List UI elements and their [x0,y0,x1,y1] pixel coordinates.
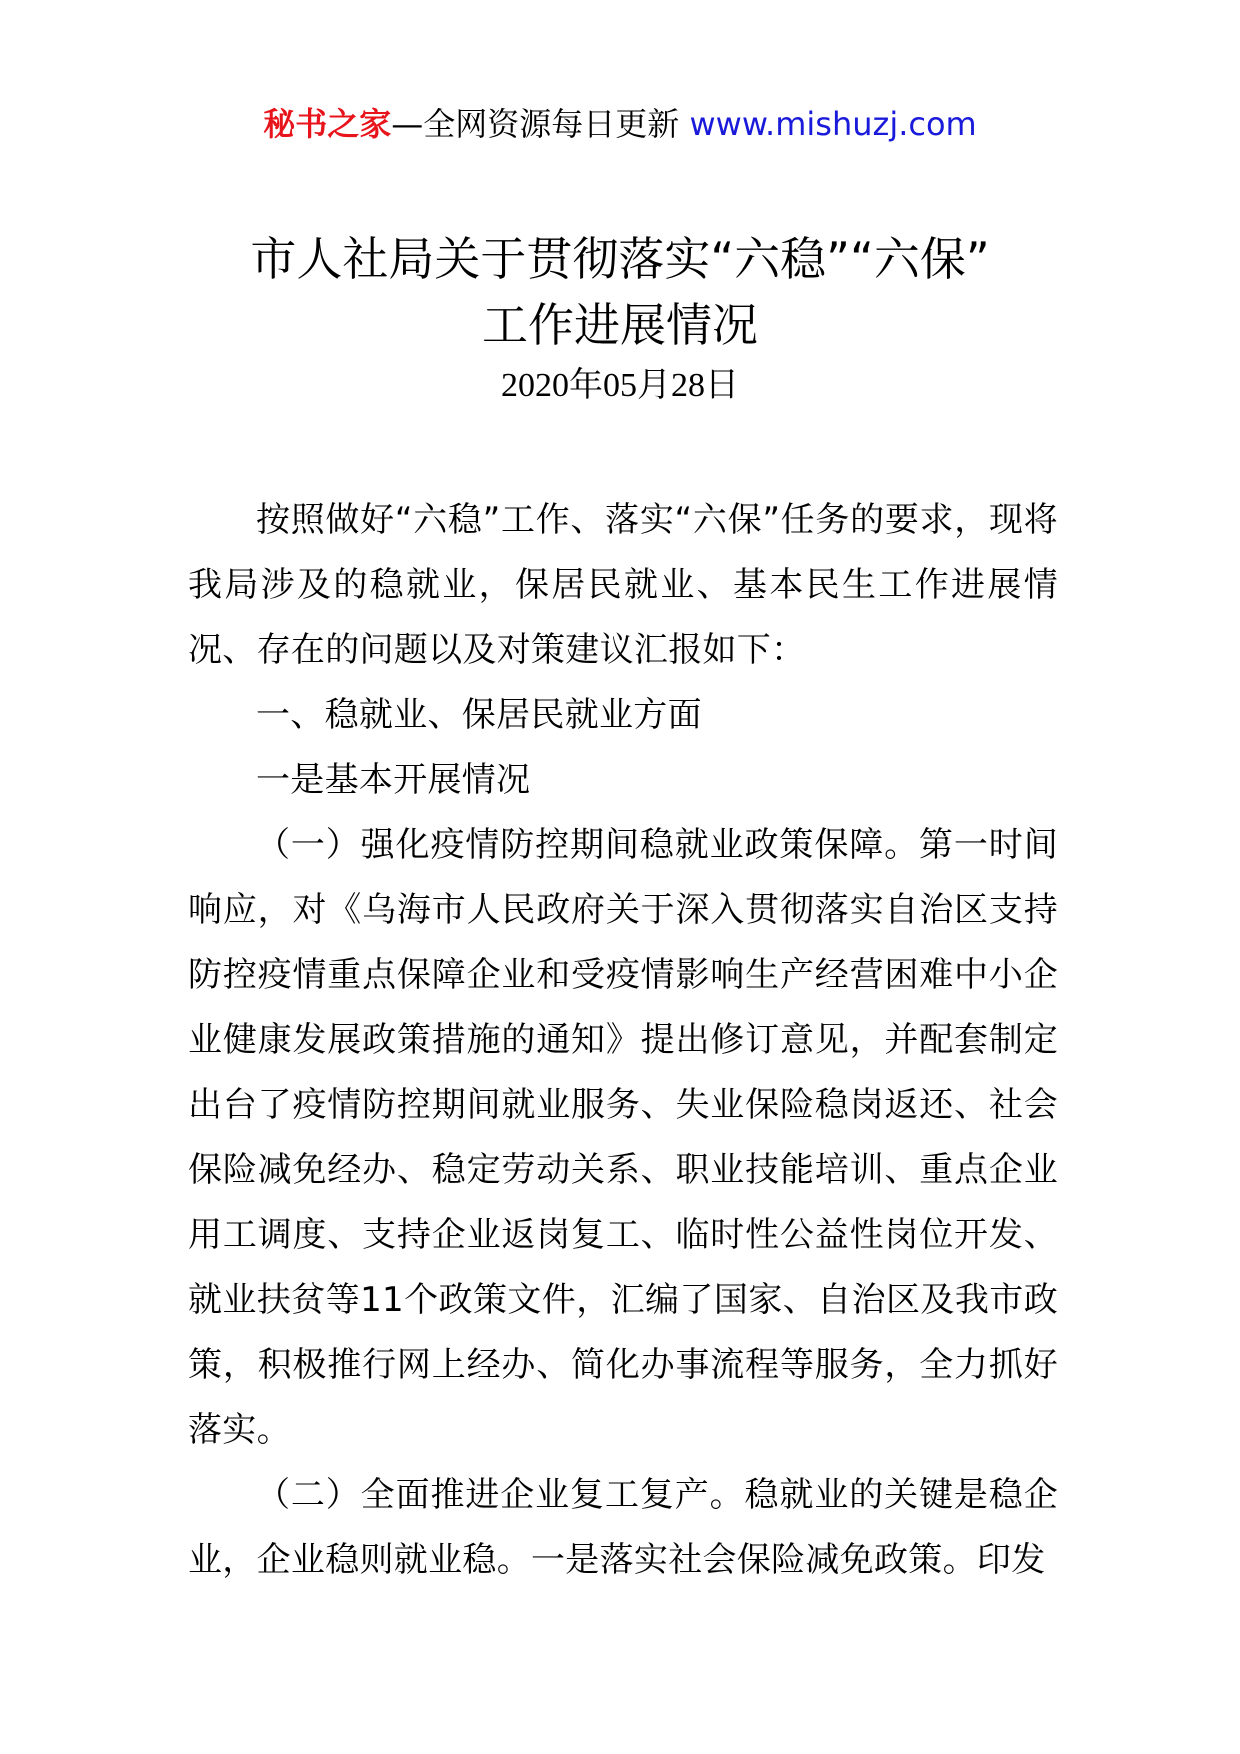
paragraph-intro: 按照做好“六稳”工作、落实“六保”任务的要求，现将我局涉及的稳就业，保居民就业、基本民生工作进展情况、存在的问题以及对策建议汇报如下： [188,500,1058,670]
site-brand: 秘书之家 [263,105,392,143]
paragraph-item-2: （二）全面推进企业复工复产。稳就业的关键是稳企业，企业稳则就业稳。一是落实社会保险减免政策。印发 [188,1475,1058,1580]
subsection-heading: 一是基本开展情况 [256,760,531,800]
site-url-link[interactable]: www.mishuzj.com [689,105,977,143]
document-body [188,488,1058,1593]
document-date: 2020年05月28日 [501,367,739,404]
document-title-line-2: 工作进展情况 [482,298,758,352]
site-slogan: —全网资源每日更新 [391,105,690,143]
paragraph-item-1: （一）强化疫情防控期间稳就业政策保障。第一时间响应，对《乌海市人民政府关于深入贯彻落实自治区支持防控疫情重点保障企业和受疫情影响生产经营困难中小企业健康发展政策措施的通知》提出修订意见，并配套制定出台了疫情防控期间就业服务、失业保险稳岗返还、社会保险减免经办、稳定劳动关系、职业技能培训、重点企业用工调度、支持企业返岗复工、临时性公益性岗位开发、就业扶贫等11个政策文件，汇编了国家、自治区及我市政策，积极推行网上经办、简化办事流程等服务，全力抓好落实。 [188,825,1058,1450]
document-title-line-1: 市人社局关于贯彻落实“六稳”“六保” [250,232,990,286]
site-header [0,100,1240,148]
document-title [0,226,1240,358]
section-heading-1: 一、稳就业、保居民就业方面 [256,695,702,735]
